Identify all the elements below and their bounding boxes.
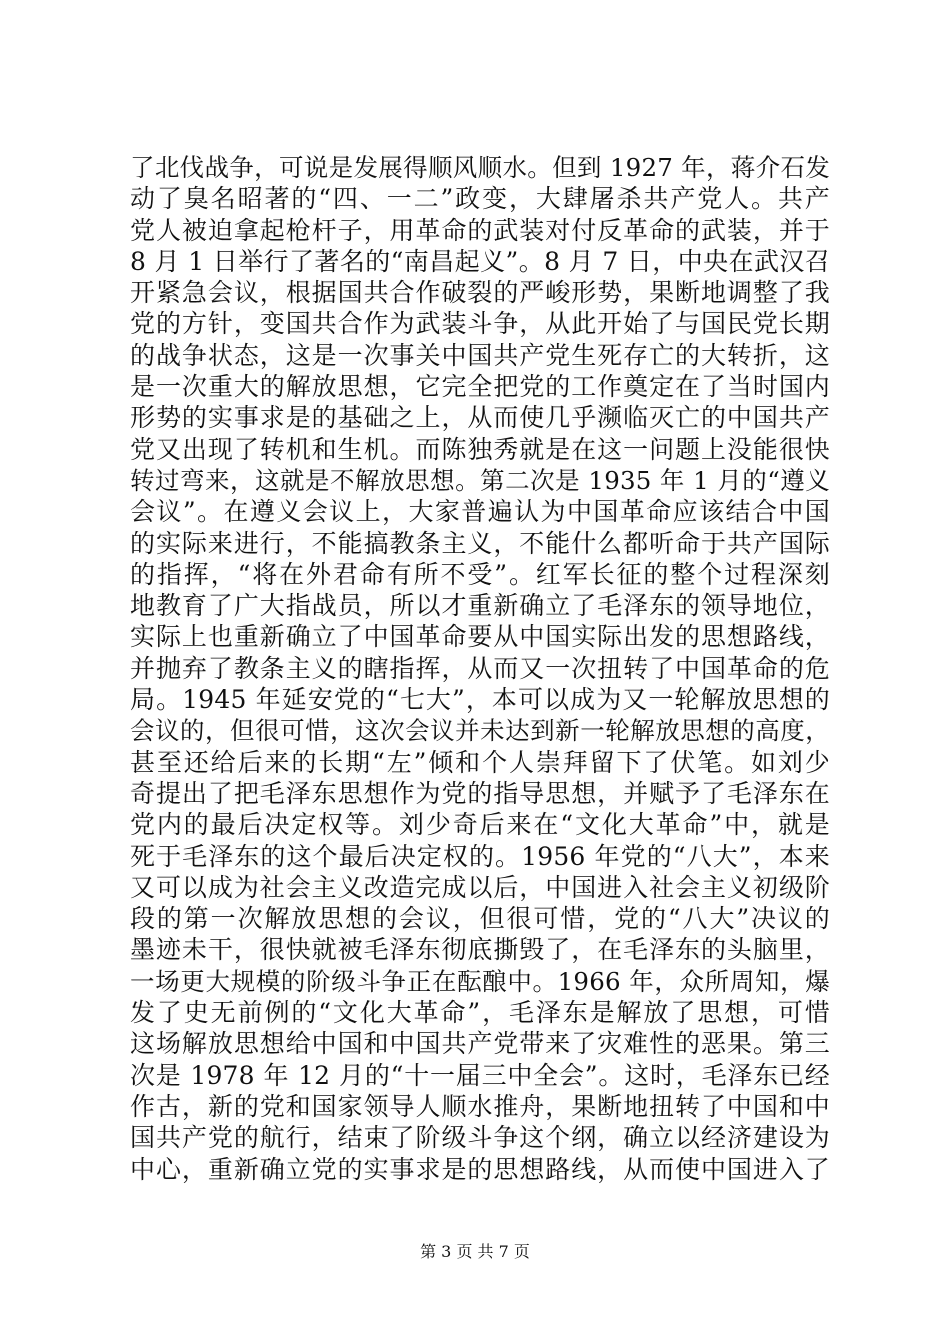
text-line: 了北伐战争，可说是发展得顺风顺水。但到 1927 年，蒋介石发 <box>130 153 830 182</box>
text-line: 奇提出了把毛泽东思想作为党的指导思想，并赋予了毛泽东在 <box>130 778 830 808</box>
text-line: 会议”。在遵义会议上，大家普遍认为中国革命应该结合中国 <box>130 497 830 527</box>
text-line: 的实际来进行，不能搞教条主义，不能什么都听命于共产国际 <box>130 528 830 558</box>
body-paragraph <box>130 152 830 1185</box>
text-line: 转过弯来，这就是不解放思想。第二次是 1935 年 1 月的“遵义 <box>130 465 830 495</box>
page-number-footer: 第 3 页 共 7 页 <box>420 1242 530 1261</box>
text-line: 墨迹未干，很快就被毛泽东彻底撕毁了，在毛泽东的头脑里， <box>130 935 830 965</box>
text-line: 党的方针，变国共合作为武装斗争，从此开始了与国民党长期 <box>130 309 830 339</box>
text-line: 这场解放思想给中国和中国共产党带来了灾难性的恶果。第三 <box>130 1029 830 1059</box>
text-line: 会议的，但很可惜，这次会议并未达到新一轮解放思想的高度， <box>130 716 830 746</box>
text-line: 又可以成为社会主义改造完成以后，中国进入社会主义初级阶 <box>130 872 830 902</box>
text-line: 开紧急会议，根据国共合作破裂的严峻形势，果断地调整了我 <box>130 278 830 308</box>
text-line: 党内的最后决定权等。刘少奇后来在“文化大革命”中，就是 <box>130 810 830 840</box>
text-line: 段的第一次解放思想的会议，但很可惜，党的“八大”决议的 <box>130 904 830 934</box>
text-line: 次是 1978 年 12 月的“十一届三中全会”。这时，毛泽东已经 <box>130 1060 830 1090</box>
text-line: 作古，新的党和国家领导人顺水推舟，果断地扭转了中国和中 <box>130 1091 830 1121</box>
text-line: 的战争状态，这是一次事关中国共产党生死存亡的大转折，这 <box>130 340 830 370</box>
text-line: 是一次重大的解放思想，它完全把党的工作奠定在了当时国内 <box>130 372 830 402</box>
text-line: 局。1945 年延安党的“七大”，本可以成为又一轮解放思想的 <box>130 685 830 715</box>
text-line: 死于毛泽东的这个最后决定权的。1956 年党的“八大”，本来 <box>130 841 830 871</box>
text-line: 党人被迫拿起枪杆子，用革命的武装对付反革命的武装，并于 <box>130 215 830 245</box>
text-line: 8 月 1 日举行了著名的“南昌起义”。8 月 7 日，中央在武汉召 <box>130 246 830 276</box>
text-line: 并抛弃了教条主义的瞎指挥，从而又一次扭转了中国革命的危 <box>130 653 830 683</box>
text-line: 发了史无前例的“文化大革命”，毛泽东是解放了思想，可惜 <box>130 998 830 1028</box>
text-line: 的指挥，“将在外君命有所不受”。红军长征的整个过程深刻 <box>130 559 830 589</box>
text-line: 形势的实事求是的基础之上，从而使几乎濒临灭亡的中国共产 <box>130 403 830 433</box>
text-line: 国共产党的航行，结束了阶级斗争这个纲，确立以经济建设为 <box>130 1123 830 1153</box>
text-line: 一场更大规模的阶级斗争正在酝酿中。1966 年，众所周知，爆 <box>130 966 830 996</box>
text-line: 地教育了广大指战员，所以才重新确立了毛泽东的领导地位， <box>130 591 830 621</box>
text-line: 动了臭名昭著的“四、一二”政变，大肆屠杀共产党人。共产 <box>130 184 830 214</box>
text-line: 甚至还给后来的长期“左”倾和个人崇拜留下了伏笔。如刘少 <box>130 747 830 777</box>
text-line: 中心，重新确立党的实事求是的思想路线，从而使中国进入了 <box>130 1154 830 1184</box>
text-line: 实际上也重新确立了中国革命要从中国实际出发的思想路线， <box>130 622 830 652</box>
text-line: 党又出现了转机和生机。而陈独秀就是在这一问题上没能很快 <box>130 434 830 464</box>
